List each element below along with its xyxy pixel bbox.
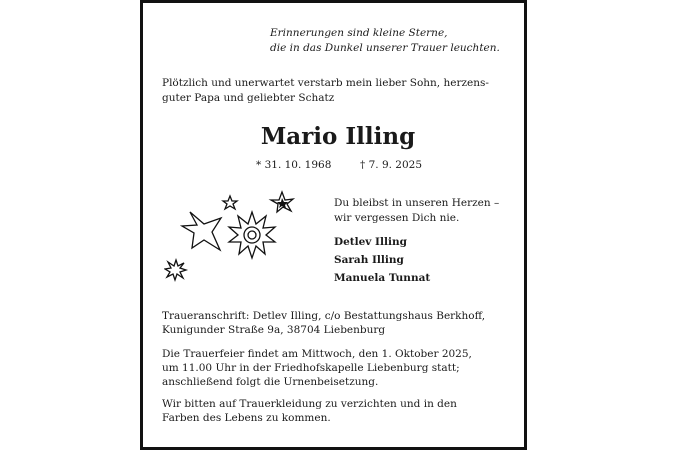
dress-request	[162, 397, 514, 425]
request-line-2: Farben des Lebens zu kommen.	[162, 412, 331, 424]
signer-name: Manuela Tunnat	[334, 272, 431, 284]
ceremony-line-3: anschließend folgt die Urnenbeisetzung.	[162, 376, 379, 388]
intro-line-1: Plötzlich und unerwartet verstarb mein lieber Sohn, herzens-	[162, 77, 489, 89]
memorial-verse	[334, 196, 499, 226]
ceremony-line-1: Die Trauerfeier findet am Mittwoch, den 1. Oktober 2025,	[162, 348, 472, 360]
mourning-address	[162, 309, 514, 337]
verse-line-1: Du bleibst in unseren Herzen –	[334, 197, 500, 209]
quote-line-1: Erinnerungen sind kleine Sterne,	[270, 27, 448, 39]
birth-date: * 31. 10. 1968	[256, 159, 332, 171]
intro-text	[162, 76, 517, 106]
ceremony-line-2: um 11.00 Uhr in der Friedhofskapelle Liebenburg statt;	[162, 362, 460, 374]
address-line-2: Kunigunder Straße 9a, 38704 Liebenburg	[162, 324, 386, 336]
intro-line-2: guter Papa und geliebter Schatz	[162, 92, 335, 104]
filled-star-icon	[271, 192, 293, 212]
deceased-name: Mario Illing	[260, 123, 416, 150]
opening-quote	[270, 26, 520, 56]
signer-name: Sarah Illing	[334, 254, 404, 266]
signers-list	[334, 233, 430, 287]
large-star-icon	[182, 212, 221, 250]
ceremony-info	[162, 347, 514, 389]
small-star-icon	[223, 196, 237, 209]
small-sunburst-icon	[165, 260, 186, 280]
request-line-1: Wir bitten auf Trauerkleidung zu verzichten und in den	[162, 398, 457, 410]
stars-cluster-icon	[164, 190, 304, 290]
signer-name: Detlev Illing	[334, 236, 407, 248]
quote-line-2: die in das Dunkel unserer Trauer leuchten.	[270, 42, 500, 54]
verse-line-2: wir vergessen Dich nie.	[334, 212, 460, 224]
death-date: † 7. 9. 2025	[360, 159, 423, 171]
sunburst-star-icon	[229, 212, 275, 258]
address-line-1: Traueranschrift: Detlev Illing, c/o Bestattungshaus Berkhoff,	[162, 310, 486, 322]
